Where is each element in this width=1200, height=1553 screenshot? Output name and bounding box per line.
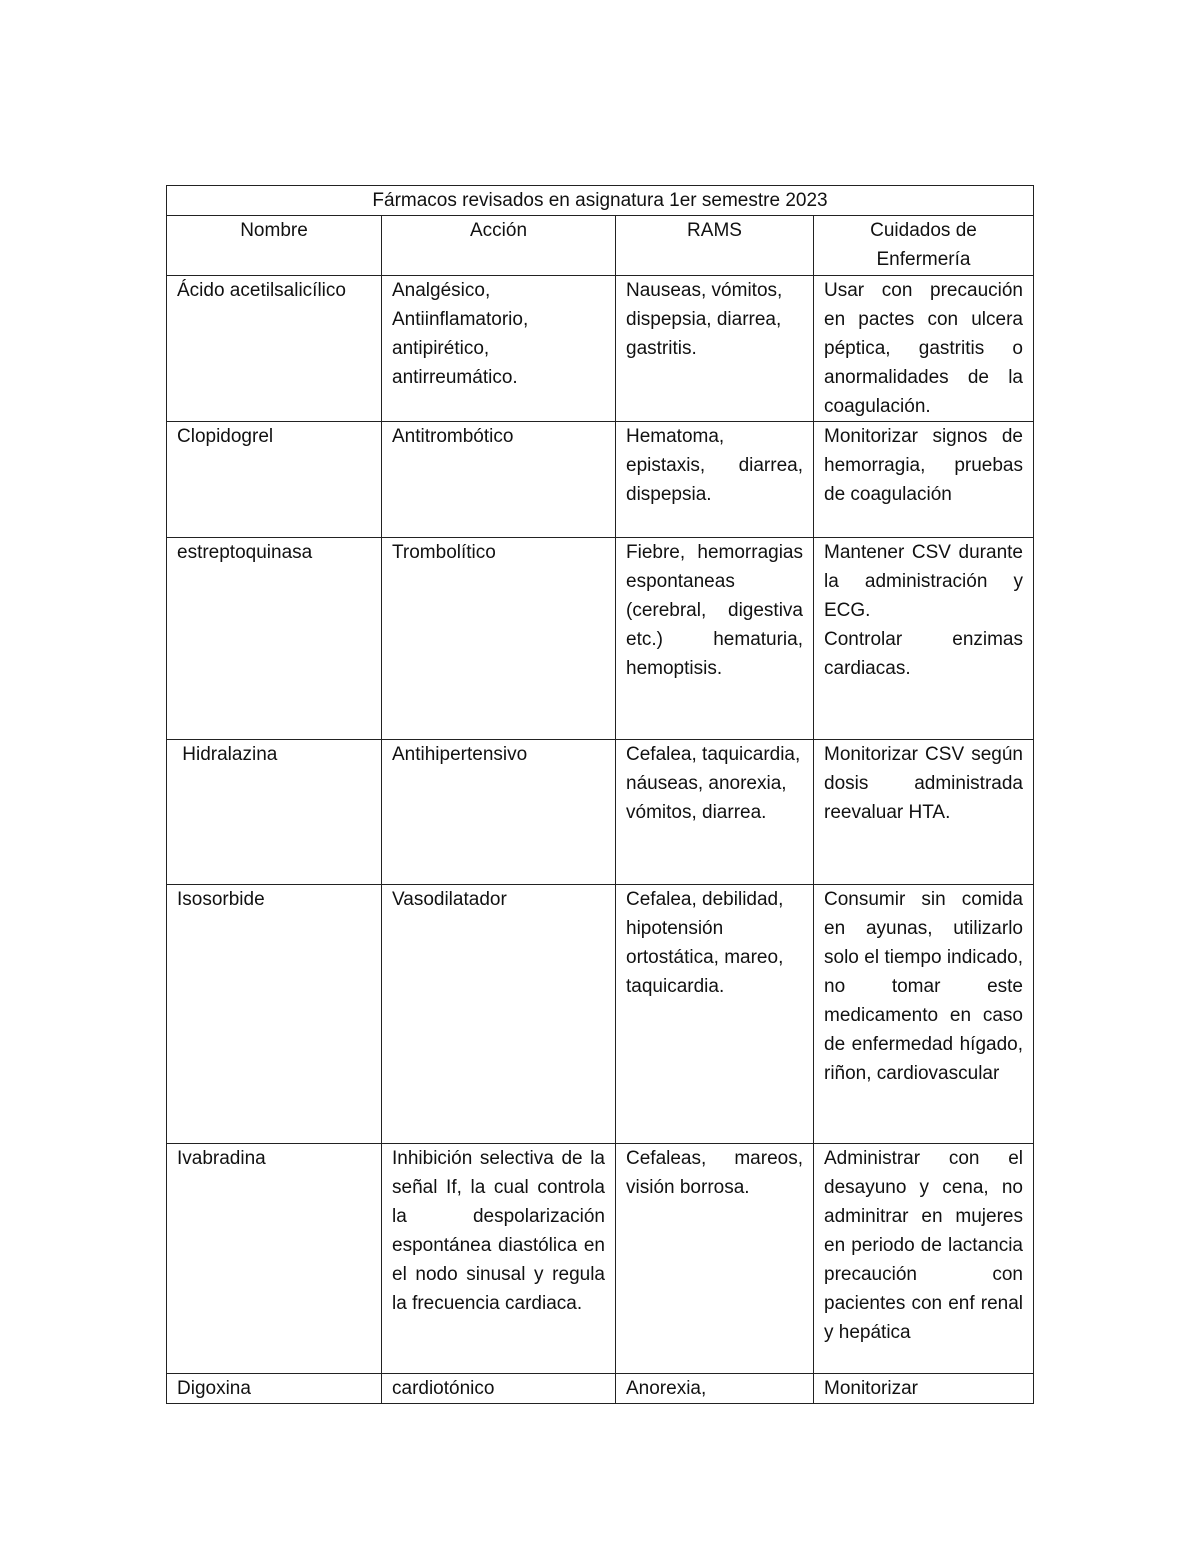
cell-nombre: estreptoquinasa xyxy=(167,538,382,740)
cuidados-line: Controlar enzimas cardiacas. xyxy=(824,629,1023,679)
table-row xyxy=(167,1144,1034,1374)
table-row xyxy=(167,1374,1034,1404)
cell-accion: cardiotónico xyxy=(382,1374,616,1404)
cell-cuidados: Consumir sin comida en ayunas, utilizarlo solo el tiempo indicado, no tomar este medicamento en caso de enfermedad hígado, riñon, cardiovascular xyxy=(814,885,1034,1144)
drugs-table xyxy=(166,185,1034,1404)
cell-accion: Antihipertensivo xyxy=(382,740,616,885)
cell-accion: Inhibición selectiva de la señal If, la cual controla la despolarización espontánea diastólica en el nodo sinusal y regula la frecuencia cardiaca. xyxy=(382,1144,616,1374)
header-row xyxy=(167,216,1034,276)
cell-rams: Cefalea, taquicardia, náuseas, anorexia, vómitos, diarrea. xyxy=(616,740,814,885)
cell-nombre: Ivabradina xyxy=(167,1144,382,1374)
table-row xyxy=(167,422,1034,538)
cell-accion: Trombolítico xyxy=(382,538,616,740)
cell-nombre: Ácido acetilsalicílico xyxy=(167,276,382,422)
header-cuidados: Cuidados de Enfermería xyxy=(814,216,1034,276)
table-row xyxy=(167,885,1034,1144)
cuidados-line: Mantener CSV durante la administración y ECG. xyxy=(824,542,1023,621)
cell-rams: Hematoma, epistaxis, diarrea, dispepsia. xyxy=(616,422,814,538)
cell-accion: Vasodilatador xyxy=(382,885,616,1144)
cell-accion: Analgésico, Antiinflamatorio, antipirético, antirreumático. xyxy=(382,276,616,422)
cell-rams: Fiebre, hemorragias espontaneas (cerebral, digestiva etc.) hematuria, hemoptisis. xyxy=(616,538,814,740)
cell-cuidados: Monitorizar xyxy=(814,1374,1034,1404)
cell-rams: Anorexia, xyxy=(616,1374,814,1404)
cell-accion: Antitrombótico xyxy=(382,422,616,538)
header-rams: RAMS xyxy=(616,216,814,276)
header-accion: Acción xyxy=(382,216,616,276)
table-row xyxy=(167,740,1034,885)
cell-rams: Cefalea, debilidad, hipotensión ortostática, mareo, taquicardia. xyxy=(616,885,814,1144)
table-row xyxy=(167,276,1034,422)
cell-nombre: Isosorbide xyxy=(167,885,382,1144)
cell-cuidados: Administrar con el desayuno y cena, no adminitrar en mujeres en periodo de lactancia precaución con pacientes con enf renal y hepática xyxy=(814,1144,1034,1374)
cell-cuidados: Usar con precaución en pactes con ulcera péptica, gastritis o anormalidades de la coagulación. xyxy=(814,276,1034,422)
cell-cuidados: Monitorizar CSV según dosis administrada reevaluar HTA. xyxy=(814,740,1034,885)
table-title: Fármacos revisados en asignatura 1er semestre 2023 xyxy=(167,186,1034,216)
header-nombre: Nombre xyxy=(167,216,382,276)
title-row xyxy=(167,186,1034,216)
table-row xyxy=(167,538,1034,740)
cell-cuidados: Monitorizar signos de hemorragia, pruebas de coagulación xyxy=(814,422,1034,538)
cell-nombre: Clopidogrel xyxy=(167,422,382,538)
cell-cuidados xyxy=(814,538,1034,740)
cell-nombre: Hidralazina xyxy=(167,740,382,885)
cell-rams: Nauseas, vómitos, dispepsia, diarrea, gastritis. xyxy=(616,276,814,422)
cell-rams: Cefaleas, mareos, visión borrosa. xyxy=(616,1144,814,1374)
cell-nombre: Digoxina xyxy=(167,1374,382,1404)
